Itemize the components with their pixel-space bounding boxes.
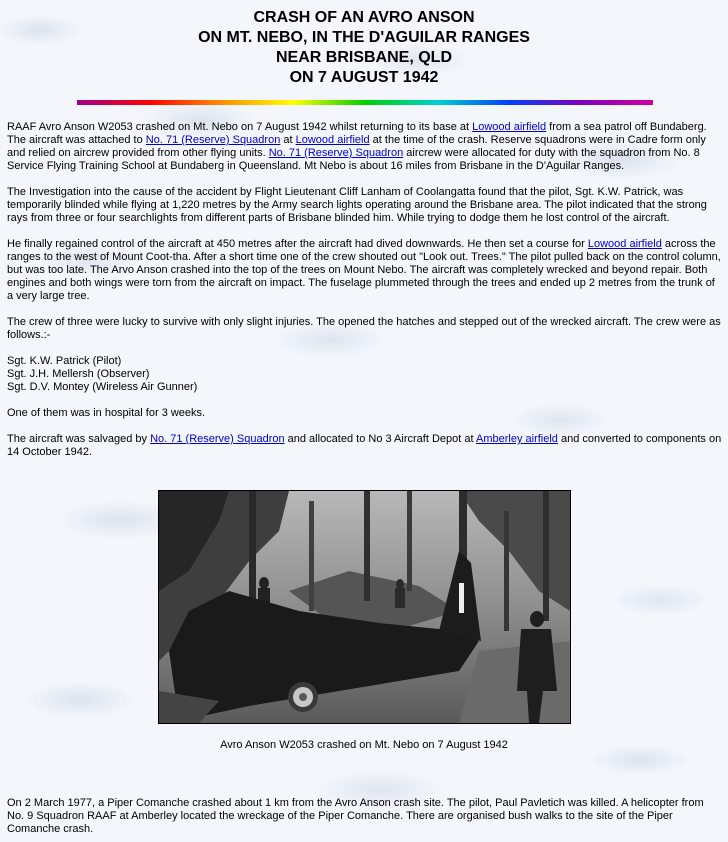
no71-squadron-link[interactable]: No. 71 (Reserve) Squadron	[268, 147, 404, 159]
paragraph-crash: He finally regained control of the aircraft at 450 metres after the aircraft had dived downwards. He then set a course for Lowood airfield across the ranges to the west of Mount Coot-tha. After a short time one of the crew shouted out "Look out. Trees." The pilot pulled back on the control column, but was too late. The Arvo Anson crashed into the top of the trees on Mount Nebo. The aircraft was completely wrecked and beyond repair. Both engines and both wings were torn from the aircraft on impact. The fuselage plummeted through the trees and ended up 2 metres from the trunk of a very large tree.	[7, 238, 721, 302]
amberley-airfield-link[interactable]: Amberley airfield	[476, 433, 558, 445]
paragraph-crew-intro: The crew of three were lucky to survive with only slight injuries. The opened the hatches and stepped out of the wrecked aircraft. The crew were as follows.:-	[7, 316, 721, 341]
title-line-3: NEAR BRISBANE, QLD	[275, 49, 452, 66]
lowood-airfield-link[interactable]: Lowood airfield	[472, 121, 547, 133]
crew-member: Sgt. K.W. Patrick (Pilot)	[7, 355, 122, 367]
crew-member: Sgt. J.H. Mellersh (Observer)	[7, 368, 150, 380]
no71-squadron-link[interactable]: No. 71 (Reserve) Squadron	[145, 134, 281, 146]
no71-squadron-link[interactable]: No. 71 (Reserve) Squadron	[150, 433, 285, 445]
title-line-1: CRASH OF AN AVRO ANSON	[253, 9, 475, 26]
page-title	[0, 8, 728, 88]
lowood-airfield-link[interactable]: Lowood airfield	[587, 238, 662, 250]
paragraph-hospital: One of them was in hospital for 3 weeks.	[7, 407, 206, 419]
photo-caption: Avro Anson W2053 crashed on Mt. Nebo on 7 August 1942	[220, 739, 508, 751]
article-body	[7, 121, 723, 472]
paragraph-salvage: The aircraft was salvaged by No. 71 (Reserve) Squadron and allocated to No 3 Aircraft Depot at Amberley airfield and converted to components on 14 October 1942.	[7, 433, 722, 458]
crash-photo	[158, 490, 571, 724]
rainbow-divider	[77, 100, 653, 105]
crew-list	[7, 355, 723, 394]
crew-member: Sgt. D.V. Montey (Wireless Air Gunner)	[7, 381, 198, 393]
lowood-airfield-link[interactable]: Lowood airfield	[295, 134, 370, 146]
paragraph-piper-comanche: On 2 March 1977, a Piper Comanche crashed about 1 km from the Avro Anson crash site. The pilot, Paul Pavletich was killed. A helicopter from No. 9 Squadron RAAF at Amberley located the wreckage of the Piper Comanche. There are organised bush walks to the site of the Piper Comanche crash.	[7, 797, 704, 835]
paragraph-intro: RAAF Avro Anson W2053 crashed on Mt. Nebo on 7 August 1942 whilst returning to its base at Lowood airfield from a sea patrol off Bundaberg. The aircraft was attached to No. 71 (Reserve) Squadron at Lowood airfield at the time of the crash. Reserve squadrons were in Cadre form only and relied on aircrew provided from other flying units. No. 71 (Reserve) Squadron aircrew were allocated for duty with the squadron from No. 8 Service Flying Training School at Bundaberg in Queensland. Mt Nebo is about 16 miles from Brisbane in the D'Aguilar Ranges.	[7, 121, 707, 172]
title-line-2: ON MT. NEBO, IN THE D'AGUILAR RANGES	[198, 29, 530, 46]
paragraph-investigation: The Investigation into the cause of the accident by Flight Lieutenant Cliff Lanham of Coolangatta found that the pilot, Sgt. K.W. Patrick, was temporarily blinded while flying at 1,220 metres by the Army search lights operating around the Brisbane area. The pilot indicated that the strong rays from three or four searchlights from different parts of Brisbane blinded him. While trying to dodge them he lost control of the aircraft.	[7, 186, 707, 224]
title-line-4: ON 7 AUGUST 1942	[289, 69, 439, 86]
crash-photo-image	[159, 491, 570, 723]
